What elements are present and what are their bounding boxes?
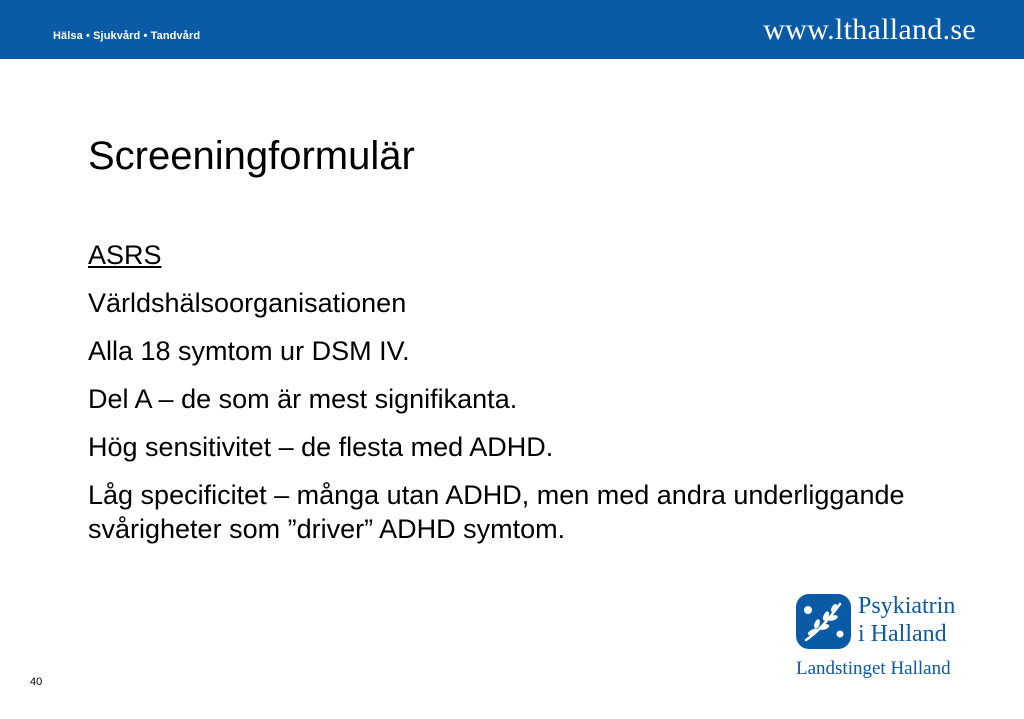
header-bar (0, 0, 1024, 59)
logo-organization: Landstinget Halland (796, 658, 951, 679)
website-url[interactable]: www.lthalland.se (763, 13, 976, 46)
page-number: 40 (30, 676, 43, 688)
psykiatrin-halland-logo (796, 594, 976, 684)
bullet-item: Världshälsoorganisationen (88, 288, 407, 318)
logo-name-line1: Psykiatrin (858, 593, 956, 619)
bullet-item: Låg specificitet – många utan ADHD, men med andra underliggande svårigheter som ”driver” ADHD symtom. (88, 480, 905, 544)
header-tagline: Hälsa • Sjukvård • Tandvård (53, 30, 201, 42)
slide-bullet-list (88, 238, 968, 560)
slide-title: Screeningformulär (88, 134, 415, 178)
bullet-item: Hög sensitivitet – de flesta med ADHD. (88, 432, 554, 462)
bullet-item: Alla 18 symtom ur DSM IV. (88, 336, 410, 366)
logo-name (858, 592, 955, 648)
logo-name-line2: i Halland (858, 621, 947, 647)
bullet-item: ASRS (88, 240, 162, 270)
leaf-branch-icon (796, 594, 851, 649)
bullet-item: Del A – de som är mest signifikanta. (88, 384, 518, 414)
